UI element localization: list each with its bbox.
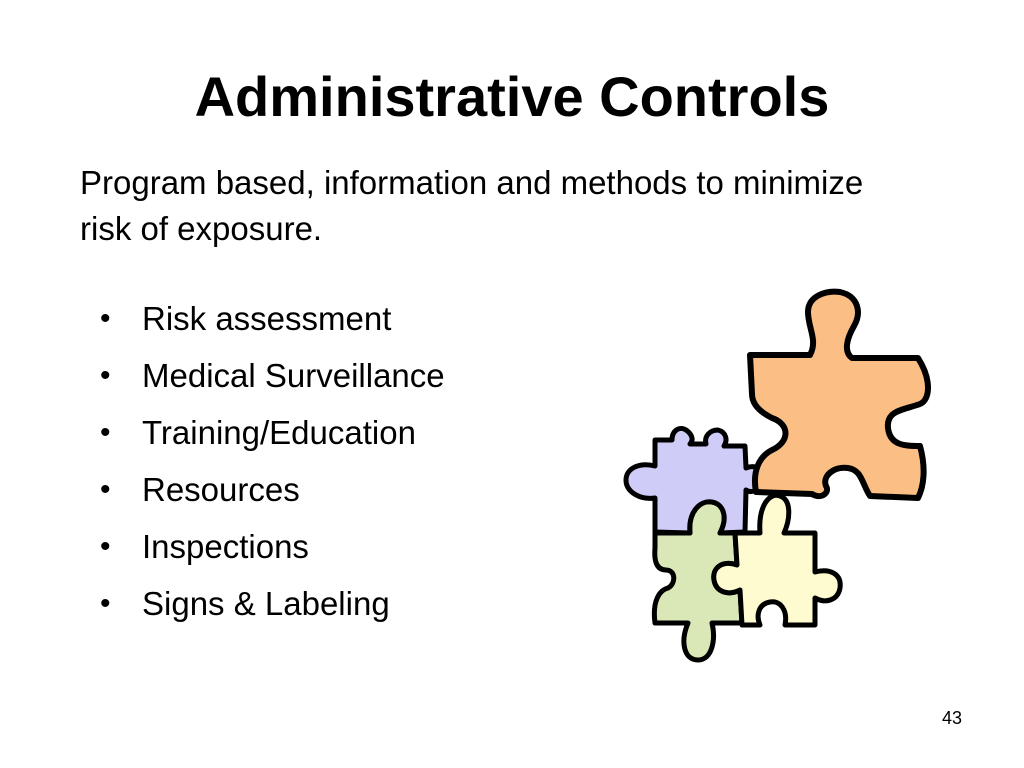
bullet-text: Signs & Labeling xyxy=(142,585,390,622)
puzzle-pieces-illustration xyxy=(618,283,936,668)
slide-subtitle: Program based, information and methods to minimize risk of exposure. xyxy=(80,164,864,247)
bullet-item xyxy=(100,578,445,635)
page-number: 43 xyxy=(941,708,962,728)
bullet-item xyxy=(100,464,445,521)
bullet-text: Inspections xyxy=(142,528,309,565)
bullet-text: Risk assessment xyxy=(142,300,392,337)
bullet-marker: • xyxy=(100,587,111,620)
bullet-marker: • xyxy=(100,359,111,392)
bullet-item xyxy=(100,350,445,407)
bullet-item xyxy=(100,521,445,578)
orange-puzzle-piece xyxy=(750,292,928,498)
bullet-marker: • xyxy=(100,416,111,449)
slide-title: Administrative Controls xyxy=(194,65,830,128)
bullet-text: Medical Surveillance xyxy=(142,357,445,394)
bullet-text: Resources xyxy=(142,471,300,508)
bullet-marker: • xyxy=(100,473,111,506)
bullet-marker: • xyxy=(100,530,111,563)
bullet-item xyxy=(100,293,445,350)
bullet-item xyxy=(100,407,445,464)
bullet-list xyxy=(100,293,445,635)
bullet-marker: • xyxy=(100,302,111,335)
bullet-text: Training/Education xyxy=(142,414,416,451)
